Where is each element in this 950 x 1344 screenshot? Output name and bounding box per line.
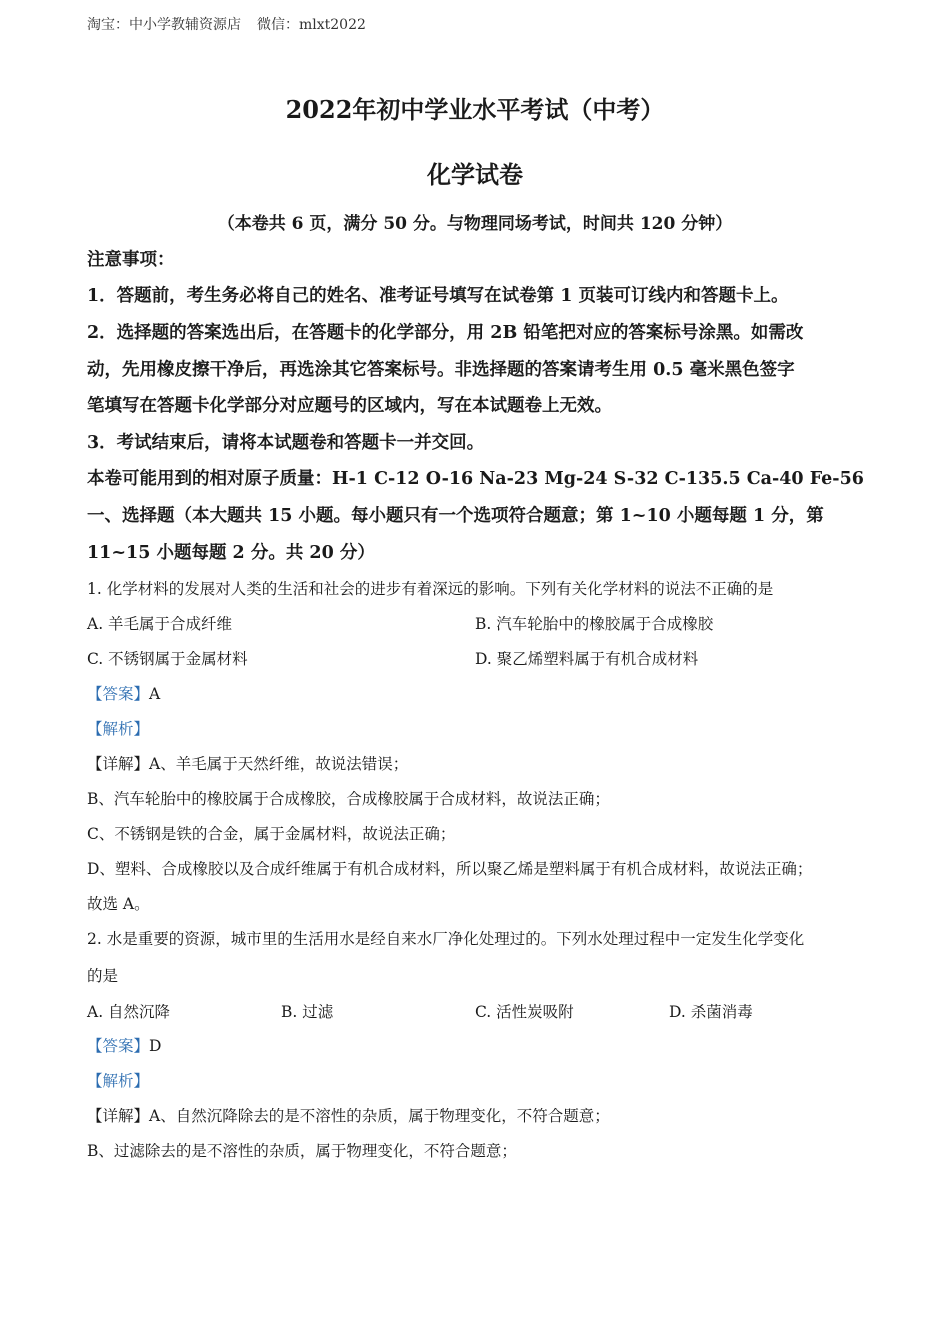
q2-option-b: B. 过滤: [281, 1003, 334, 1021]
q2-option-d: D. 杀菌消毒: [669, 1003, 753, 1021]
notice-line-3: 动，先用橡皮擦干净后，再选涂其它答案标号。非选择题的答案请考生用 0.5 毫米黑色签字: [87, 360, 795, 380]
q1-stem: 1. 化学材料的发展对人类的生活和社会的进步有着深远的影响。下列有关化学材料的说法不正确的是: [87, 580, 774, 598]
notice-line-1: 1．答题前，考生务必将自己的姓名、准考证号填写在试卷第 1 页装可订线内和答题卡上。: [87, 286, 789, 306]
q2-answer-value: D: [149, 1037, 162, 1055]
section1-heading-1: 一、选择题（本大题共 15 小题。每小题只有一个选项符合题意；第 1~10 小题每题 1 分，第: [87, 506, 824, 526]
q1-option-d: D. 聚乙烯塑料属于有机合成材料: [475, 650, 699, 668]
notice-line-5: 3．考试结束后，请将本试题卷和答题卡一并交回。: [87, 433, 485, 453]
exam-note: （本卷共 6 页，满分 50 分。与物理同场考试，时间共 120 分钟）: [217, 214, 733, 234]
q2-stem-2: 的是: [87, 967, 119, 985]
q1-answer: [87, 682, 867, 704]
q1-answer-tag: 【答案】: [87, 685, 150, 703]
exam-title: 2022年初中学业水平考试（中考）: [285, 95, 665, 124]
q1-option-a: A. 羊毛属于合成纤维: [87, 615, 233, 633]
atomic-mass-line: 本卷可能用到的相对原子质量：H-1 C-12 O-16 Na-23 Mg-24 S-32 C-135.5 Ca-40 Fe-56: [87, 469, 864, 489]
header-wechat: 微信：mlxt2022: [257, 17, 366, 33]
q2-detail-2: B、过滤除去的是不溶性的杂质，属于物理变化，不符合题意；: [87, 1142, 517, 1160]
notice-line-4: 笔填写在答题卡化学部分对应题号的区域内，写在本试题卷上无效。: [87, 396, 612, 416]
q1-option-c: C. 不锈钢属于金属材料: [87, 650, 248, 668]
q1-option-b: B. 汽车轮胎中的橡胶属于合成橡胶: [475, 615, 714, 633]
q1-detail-5: 故选 A。: [87, 895, 150, 913]
q2-analysis-tag: 【解析】: [87, 1072, 150, 1090]
notice-line-2: 2．选择题的答案选出后，在答题卡的化学部分，用 2B 铅笔把对应的答案标号涂黑。如需改: [87, 323, 804, 343]
q1-detail-3: C、不锈钢是铁的合金，属于金属材料，故说法正确；: [87, 825, 456, 843]
q2-answer-tag: 【答案】: [87, 1037, 150, 1055]
q2-option-a: A. 自然沉降: [87, 1003, 171, 1021]
q2-stem-1: 2. 水是重要的资源，城市里的生活用水是经自来水厂净化处理过的。下列水处理过程中一定发生化学变化: [87, 930, 805, 948]
header-shop: 淘宝：中小学教辅资源店: [87, 17, 241, 33]
q1-answer-value: A: [149, 685, 161, 703]
q1-detail-1: 【详解】A、羊毛属于天然纤维，故说法错误；: [87, 755, 409, 773]
q1-analysis-tag: 【解析】: [87, 720, 150, 738]
q2-detail-1: 【详解】A、自然沉降除去的是不溶性的杂质，属于物理变化，不符合题意；: [87, 1107, 610, 1125]
q1-detail-2: B、汽车轮胎中的橡胶属于合成橡胶，合成橡胶属于合成材料，故说法正确；: [87, 790, 610, 808]
q2-answer: [87, 1034, 867, 1056]
section1-heading-2: 11~15 小题每题 2 分。共 20 分）: [87, 543, 375, 563]
notice-heading: 注意事项：: [87, 250, 175, 270]
page-header: [87, 14, 366, 34]
q1-detail-4: D、塑料、合成橡胶以及合成纤维属于有机合成材料，所以聚乙烯是塑料属于有机合成材料，故说法正确；: [87, 860, 813, 878]
exam-subject: 化学试卷: [427, 160, 523, 189]
q2-option-c: C. 活性炭吸附: [475, 1003, 574, 1021]
